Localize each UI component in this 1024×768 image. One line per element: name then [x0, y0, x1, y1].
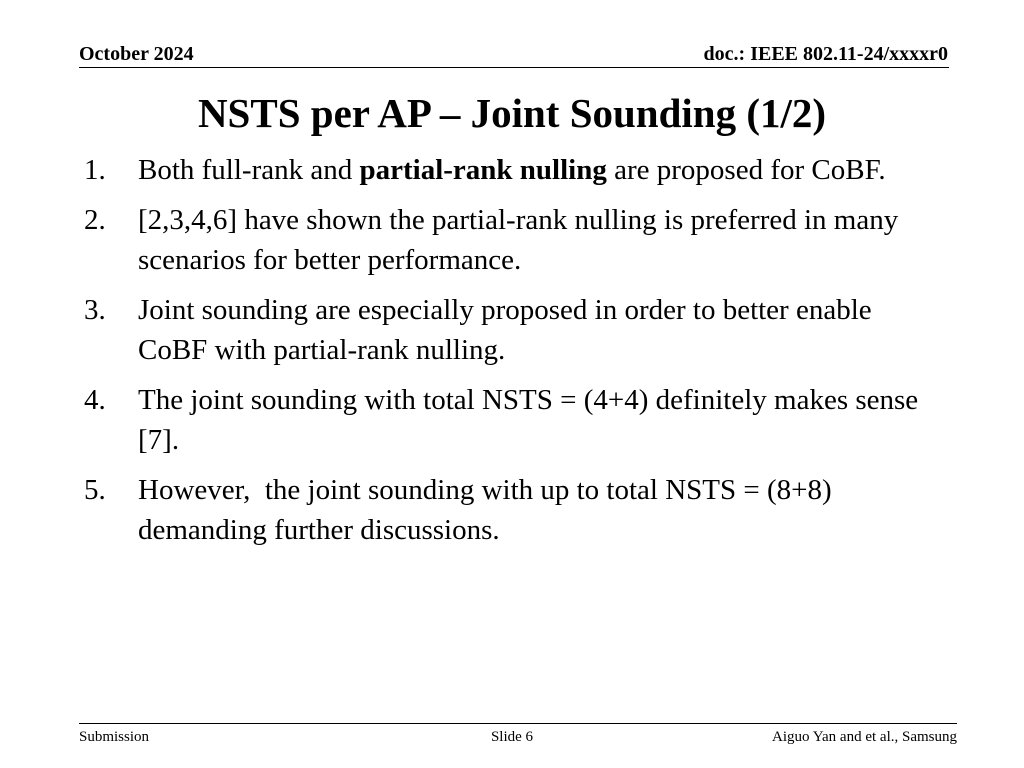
header-date: October 2024	[79, 43, 194, 65]
list-item-text: The joint sounding with total NSTS = (4+4) definitely makes sense [7].	[138, 384, 926, 456]
list-item-number: 3.	[84, 294, 106, 326]
list-item-number: 5.	[84, 474, 106, 506]
list-item-text-part: are proposed for CoBF.	[606, 154, 886, 186]
header-doc-id: doc.: IEEE 802.11-24/xxxxr0	[703, 43, 948, 65]
list-item-emphasis: partial-rank nulling	[359, 154, 607, 186]
list-item-number: 1.	[84, 154, 106, 186]
list-item	[84, 200, 944, 280]
list-item-text: [2,3,4,6] have shown the partial-rank nulling is preferred in many scenarios for better performance.	[138, 204, 906, 276]
list-item-text-part: Both full-rank and	[138, 154, 360, 186]
list-item	[84, 290, 944, 370]
list-item	[84, 150, 944, 190]
list-item-text: Joint sounding are especially proposed in order to better enable CoBF with partial-rank nulling.	[138, 294, 879, 366]
bullet-list	[84, 150, 944, 560]
footer-submission: Submission	[79, 729, 150, 745]
list-item-number: 2.	[84, 204, 106, 236]
list-item-number: 4.	[84, 384, 106, 416]
list-item-text: However, the joint sounding with up to total NSTS = (8+8) demanding further discussions.	[138, 474, 839, 546]
list-item-text	[138, 150, 944, 190]
list-item	[84, 380, 944, 460]
footer-slide-number: Slide 6	[490, 729, 534, 745]
footer-divider	[79, 723, 957, 724]
list-item	[84, 470, 944, 550]
slide-title: NSTS per AP – Joint Sounding (1/2)	[197, 90, 827, 136]
header-divider	[79, 67, 949, 68]
footer-author: Aiguo Yan and et al., Samsung	[772, 729, 957, 745]
